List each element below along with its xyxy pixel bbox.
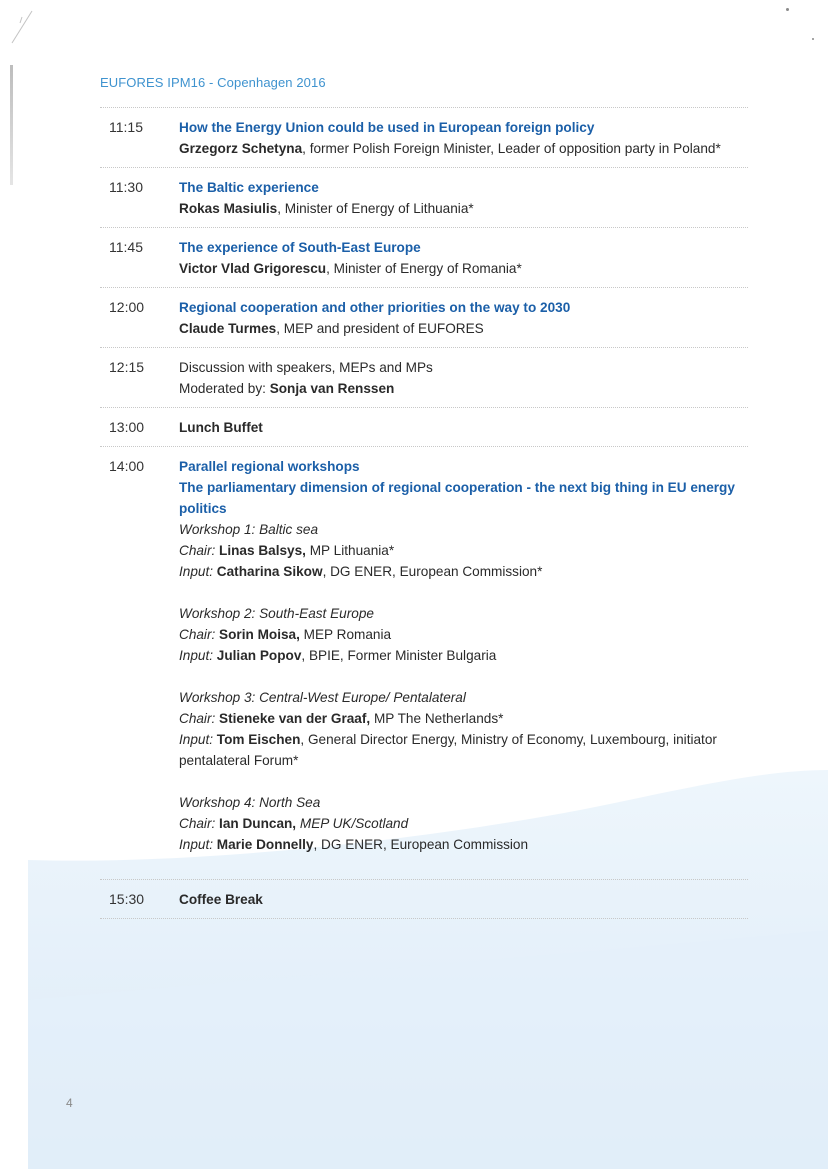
scan-speck bbox=[812, 38, 814, 40]
agenda-row bbox=[100, 879, 748, 919]
agenda-time: 12:15 bbox=[109, 359, 145, 375]
chair-label: Chair: bbox=[179, 816, 216, 831]
speaker-name: Claude Turmes bbox=[179, 321, 277, 336]
running-header: EUFORES IPM16 - Copenhagen 2016 bbox=[100, 75, 326, 90]
input-role: , DG ENER, European Commission bbox=[313, 837, 529, 852]
speaker-line bbox=[179, 198, 748, 219]
chair-role: MP The Netherlands* bbox=[370, 711, 504, 726]
input-line bbox=[179, 834, 748, 855]
workshop-block bbox=[179, 519, 748, 582]
speaker-name: Victor Vlad Grigorescu bbox=[179, 261, 327, 276]
discussion-line: Discussion with speakers, MEPs and MPs bbox=[179, 360, 433, 375]
session-title: Regional cooperation and other priorities on the way to 2030 bbox=[179, 300, 571, 315]
chair-name: Stieneke van der Graaf, bbox=[219, 711, 371, 726]
speaker-role: , former Polish Foreign Minister, Leader of opposition party in Poland* bbox=[302, 141, 721, 156]
input-name: Tom Eischen bbox=[216, 732, 301, 747]
chair-label: Chair: bbox=[179, 711, 216, 726]
moderator-label: Moderated by: bbox=[179, 381, 270, 396]
chair-label: Chair: bbox=[179, 627, 216, 642]
workshop-name: Workshop 3: Central-West Europe/ Pentalateral bbox=[179, 690, 466, 705]
moderator-line bbox=[179, 378, 748, 399]
workshop-name: Workshop 1: Baltic sea bbox=[179, 522, 319, 537]
chair-label: Chair: bbox=[179, 543, 216, 558]
speaker-name: Rokas Masiulis bbox=[179, 201, 278, 216]
session-title: The Baltic experience bbox=[179, 180, 319, 195]
input-role: , General Director Energy, Ministry of Economy, Luxembourg, initiator pentalateral Forum* bbox=[179, 732, 717, 768]
speaker-name: Grzegorz Schetyna bbox=[179, 141, 303, 156]
input-label: Input: bbox=[179, 837, 214, 852]
session-title: Parallel regional workshops bbox=[179, 459, 360, 474]
input-name: Catharina Sikow bbox=[216, 564, 323, 579]
break-label: Lunch Buffet bbox=[179, 420, 263, 435]
input-role: , DG ENER, European Commission* bbox=[322, 564, 543, 579]
chair-line bbox=[179, 540, 748, 561]
input-label: Input: bbox=[179, 732, 214, 747]
input-role: , BPIE, Former Minister Bulgaria bbox=[301, 648, 497, 663]
input-line bbox=[179, 561, 748, 582]
agenda-time: 11:45 bbox=[109, 239, 143, 255]
workshop-name: Workshop 2: South-East Europe bbox=[179, 606, 374, 621]
input-name: Marie Donnelly bbox=[216, 837, 314, 852]
chair-line bbox=[179, 624, 748, 645]
agenda-row bbox=[100, 347, 748, 407]
agenda-time: 15:30 bbox=[109, 891, 145, 907]
speaker-role: , Minister of Energy of Lithuania* bbox=[277, 201, 474, 216]
chair-name: Ian Duncan, bbox=[219, 816, 297, 831]
agenda-row bbox=[100, 407, 748, 446]
agenda-time: 14:00 bbox=[109, 458, 145, 474]
break-label: Coffee Break bbox=[179, 892, 263, 907]
page-number: 4 bbox=[66, 1096, 73, 1110]
chair-role: MP Lithuania* bbox=[305, 543, 395, 558]
speaker-line bbox=[179, 258, 748, 279]
scan-speck bbox=[786, 8, 789, 11]
speaker-role: , MEP and president of EUFORES bbox=[276, 321, 484, 336]
moderator-name: Sonja van Renssen bbox=[269, 381, 395, 396]
agenda-row bbox=[100, 167, 748, 227]
workshop-block bbox=[179, 792, 748, 855]
binding-shadow bbox=[10, 65, 13, 185]
agenda-time: 11:15 bbox=[109, 119, 143, 135]
input-line bbox=[179, 645, 748, 666]
agenda-time: 11:30 bbox=[109, 179, 143, 195]
input-name: Julian Popov bbox=[216, 648, 302, 663]
agenda-row bbox=[100, 287, 748, 347]
agenda-row bbox=[100, 227, 748, 287]
chair-name: Sorin Moisa, bbox=[219, 627, 300, 642]
session-title: The experience of South-East Europe bbox=[179, 240, 421, 255]
agenda-row bbox=[100, 446, 748, 879]
agenda-time: 12:00 bbox=[109, 299, 145, 315]
input-label: Input: bbox=[179, 564, 214, 579]
session-title: How the Energy Union could be used in European foreign policy bbox=[179, 120, 595, 135]
session-subtitle: The parliamentary dimension of regional cooperation - the next big thing in EU energy politics bbox=[179, 480, 735, 516]
agenda-table bbox=[100, 107, 748, 919]
agenda-row bbox=[100, 107, 748, 167]
chair-role: MEP UK/Scotland bbox=[299, 816, 409, 831]
scan-pen-mark bbox=[8, 5, 38, 45]
chair-role: MEP Romania bbox=[299, 627, 392, 642]
speaker-role: , Minister of Energy of Romania* bbox=[326, 261, 522, 276]
speaker-line bbox=[179, 138, 748, 159]
workshop-block bbox=[179, 687, 748, 771]
speaker-line bbox=[179, 318, 748, 339]
chair-line bbox=[179, 813, 748, 834]
chair-name: Linas Balsys, bbox=[219, 543, 306, 558]
chair-line bbox=[179, 708, 748, 729]
agenda-time: 13:00 bbox=[109, 419, 145, 435]
input-line bbox=[179, 729, 748, 771]
workshop-block bbox=[179, 603, 748, 666]
workshop-name: Workshop 4: North Sea bbox=[179, 795, 321, 810]
input-label: Input: bbox=[179, 648, 214, 663]
